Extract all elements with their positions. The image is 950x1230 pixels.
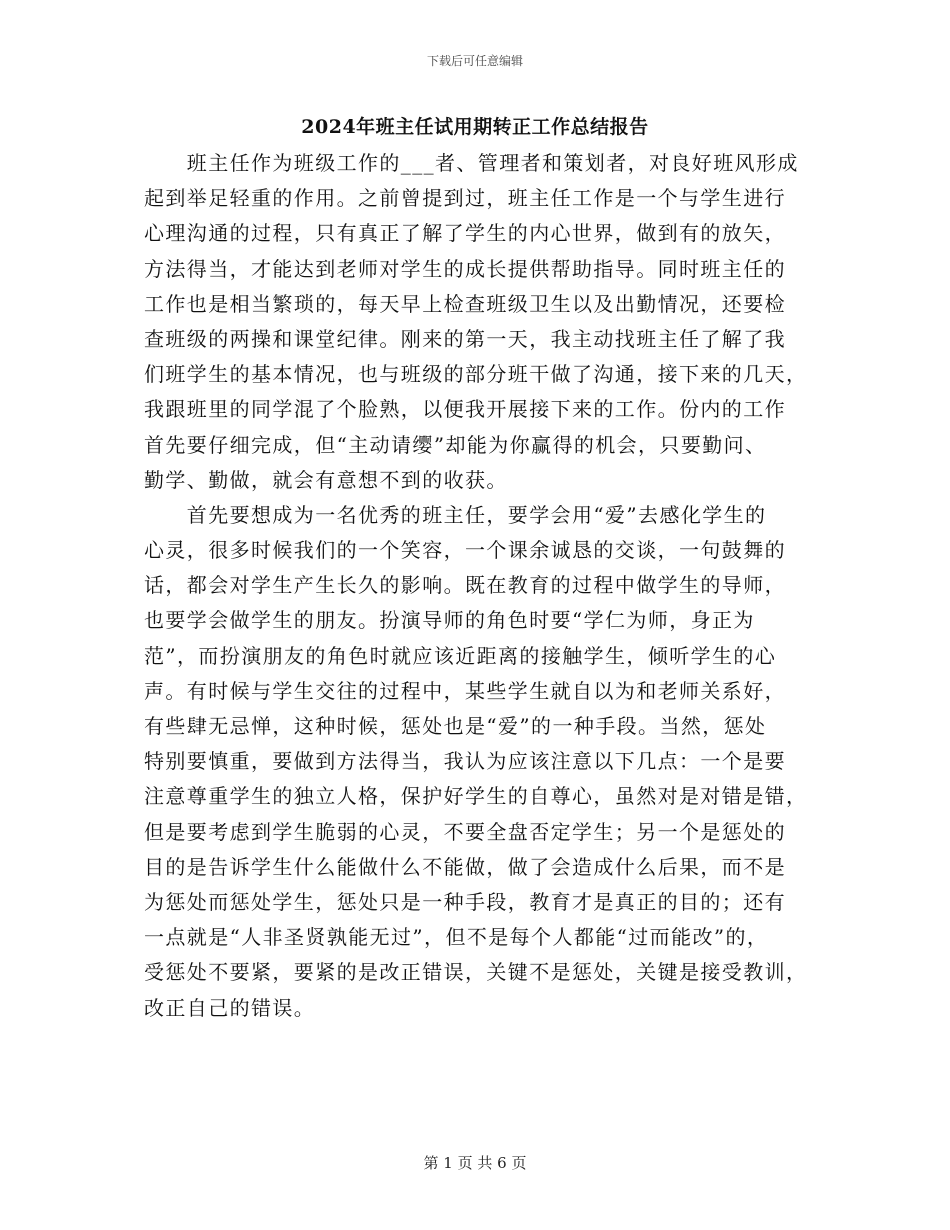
text-line: 首先要仔细完成，但“主动请缨”却能为你赢得的机会，只要勤问、 [144, 432, 767, 457]
text-line: 范”，而扮演朋友的角色时就应该近距离的接触学生，倾听学生的心 [144, 643, 777, 668]
text-line: 有些肆无忌惮，这种时候，惩处也是“爱”的一种手段。当然，惩处 [144, 714, 767, 738]
paragraph-2 [144, 498, 812, 1026]
page-number: 第 1 页 共 6 页 [423, 1154, 527, 1172]
text-line: 心灵，很多时候我们的一个笑容，一个课余诚恳的交谈，一句鼓舞的 [144, 538, 786, 563]
text-line: 注意尊重学生的独立人格，保护好学生的自尊心，虽然对是对错是错， [144, 784, 808, 809]
document-title: 2024年班主任试用期转正工作总结报告 [301, 116, 649, 138]
text-line: 目的是告诉学生什么能做什么不能做，做了会造成什么后果，而不是 [144, 854, 786, 879]
text-line: 方法得当，才能达到老师对学生的成长提供帮助指导。同时班主任的 [144, 256, 786, 281]
page-header-note: 下载后可任意编辑 [426, 54, 523, 68]
text-line: 起到举足轻重的作用。之前曾提到过，班主任工作是一个与学生进行 [144, 186, 786, 211]
paragraph-1 [144, 146, 812, 498]
text-line: 工作也是相当繁琐的，每天早上检查班级卫生以及出勤情况，还要检 [144, 291, 786, 316]
text-line: 心理沟通的过程，只有真正了解了学生的内心世界，做到有的放矢， [144, 221, 786, 246]
text-line: 声。有时候与学生交往的过程中，某些学生就自以为和老师关系好， [144, 678, 786, 703]
text-line: 改正自己的错误。 [144, 995, 316, 1020]
text-line: 我跟班里的同学混了个脸熟，以便我开展接下来的工作。份内的工作 [144, 397, 786, 422]
text-line: 但是要考虑到学生脆弱的心灵，不要全盘否定学生；另一个是惩处的 [144, 819, 786, 844]
text-line: 首先要想成为一名优秀的班主任，要学会用“爱”去感化学生的 [144, 502, 767, 527]
text-line: 话，都会对学生产生长久的影响。既在教育的过程中做学生的导师， [144, 573, 786, 598]
text-line: 也要学会做学生的朋友。扮演导师的角色时要“学仁为师，身正为 [144, 608, 755, 633]
text-line: 特别要慎重，要做到方法得当，我认为应该注意以下几点：一个是要 [144, 749, 786, 774]
text-line: 们班学生的基本情况，也与班级的部分班干做了沟通，接下来的几天， [144, 362, 808, 387]
text-line: 受惩处不要紧，要紧的是改正错误，关键不是惩处，关键是接受教训， [144, 960, 808, 985]
text-line: 一点就是“人非圣贤孰能无过”，但不是每个人都能“过而能改”的， [144, 925, 769, 950]
text-line: 查班级的两操和课堂纪律。刚来的第一天，我主动找班主任了解了我 [144, 326, 786, 351]
document-body [144, 146, 812, 1026]
text-line: 班主任作为班级工作的___者、管理者和策划者，对良好班风形成 [144, 151, 799, 175]
text-line: 勤学、勤做，就会有意想不到的收获。 [144, 467, 508, 492]
text-line: 为惩处而惩处学生，惩处只是一种手段，教育才是真正的目的；还有 [144, 889, 786, 914]
